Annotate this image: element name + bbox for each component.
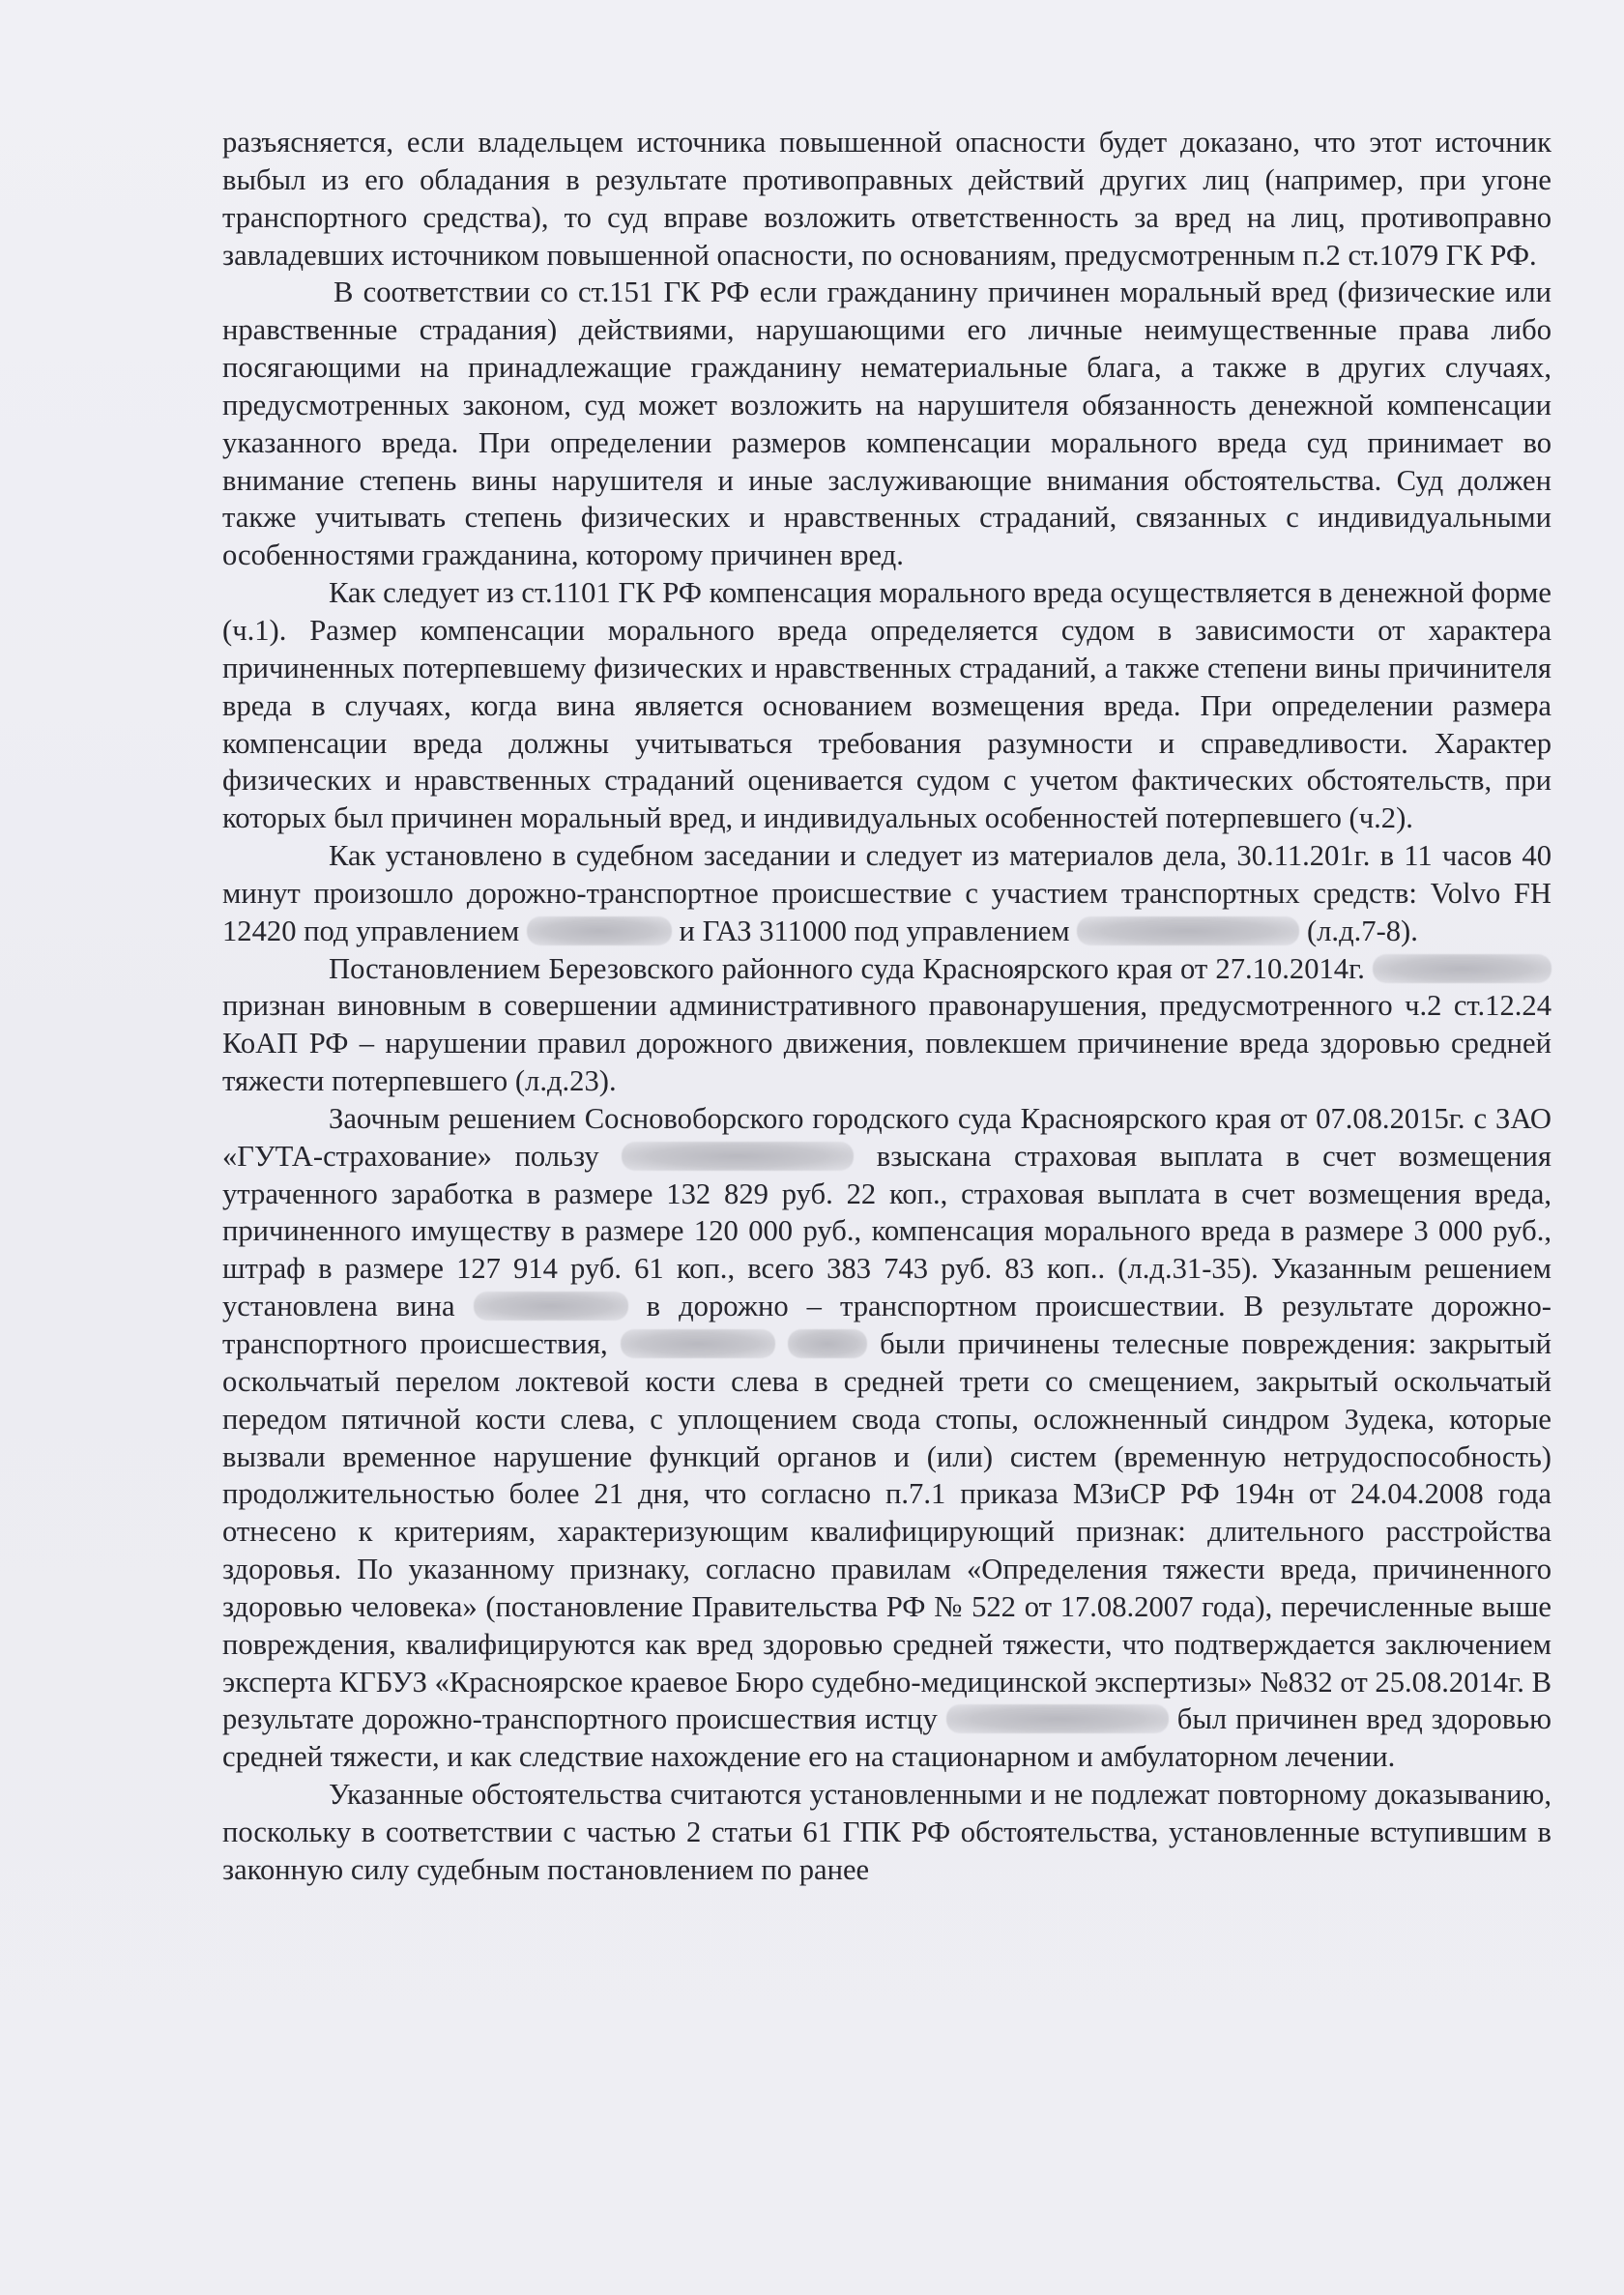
paragraph [222,574,1552,837]
text-segment: Как следует из ст.1101 ГК РФ компенсация морального вреда осуществляется в денежной форме (ч.1). Размер компенсации морального вреда определяется судом в зависимости от характера причиненных потерпевшему физических и нравственных страданий, а также степени вины причинителя вреда в случаях, когда вина является основанием возмещения вреда. При определении размера компенсации вреда должны учитываться требования разумности и справедливости. Характер физических и нравственных страданий оценивается судом с учетом фактических обстоятельств, при которых был причинен моральный вред, и индивидуальных особенностей потерпевшего (ч.2). [222,576,1552,835]
text-segment: был причинен вред здоровью средней тяжести, и как следствие нахождение его на стационарном и амбулаторном лечении. [222,1702,1552,1774]
redacted-name [527,916,672,945]
text-segment: Указанные обстоятельства считаются установленными и не подлежат повторному доказыванию, поскольку в соответствии с частью 2 статьи 61 ГПК РФ обстоятельства, установленные вступившим в законную силу судебным постановлением по ранее [222,1778,1552,1886]
redacted-name [1373,954,1552,983]
document-body [222,124,1552,1889]
paragraph [222,274,1552,574]
paragraph [222,1100,1552,1776]
text-segment: Постановлением Березовского районного суда Красноярского края от 27.10.2014г. [329,951,1373,985]
paragraph [222,837,1552,950]
text-segment [775,1327,788,1360]
paragraph [222,124,1552,274]
text-segment: были причинены телесные повреждения: закрытый оскольчатый перелом локтевой кости слева в средней трети со смещением, закрытый оскольчатый передом пятичной кости слева, с уплощением свода стопы, осложненный синдром Зудека, которые вызвали временное нарушение функций органов и (или) систем (временную нетрудоспособность) продолжительностью более 21 дня, что согласно п.7.1 приказа МЗиСР РФ 194н от 24.04.2008 года отнесено к критериям, характеризующим квалифицирующий признак: длительного расстройства здоровья. По указанному признаку, согласно правилам «Определения тяжести вреда, причиненного здоровью человека» (постановление Правительства РФ № 522 от 17.08.2007 года), перечисленные выше повреждения, квалифицируются как вред здоровью средней тяжести, что подтверждается заключением эксперта КГБУЗ «Красноярское краевое Бюро судебно-медицинской экспертизы» №832 от 25.08.2014г. В результате дорожно-транспортного происшествия истцу [222,1327,1552,1736]
text-segment: взыскана страховая выплата в счет возмещения утраченного заработка в размере 132 829 руб. 22 коп., страховая выплата в счет возмещения вреда, причиненного имуществу в размере 120 000 руб., компенсация морального вреда в размере 3 000 руб., штраф в размере 127 914 руб. 61 коп., всего 383 743 руб. 83 коп.. (л.д.31-35). Указанным решением установлена вина [222,1139,1552,1323]
redacted-name [946,1704,1169,1733]
text-segment: В соответствии со ст.151 ГК РФ если гражданину причинен моральный вред (физические или нравственные страдания) действиями, нарушающими его личные неимущественные права либо посягающими на принадлежащие гражданину нематериальные блага, а также в других случаях, предусмотренных законом, суд может возложить на нарушителя обязанность денежной компенсации указанного вреда. При определении размеров компенсации морального вреда суд принимает во внимание степень вины нарушителя и иные заслуживающие внимания обстоятельства. Суд должен также учитывать степень физических и нравственных страданий, связанных с индивидуальными особенностями гражданина, которому причинен вред. [222,276,1552,572]
text-segment: в дорожно – транспортном происшествии. В результате дорожно-транспортного происшествия, [222,1290,1552,1360]
text-segment: Заочным решением Сосновоборского городского суда Красноярского края от 07.08.2015г. с ЗАО «ГУТА-страхование» пользу [222,1101,1552,1173]
text-segment: разъясняется, если владельцем источника повышенной опасности будет доказано, что этот источник выбыл из его обладания в результате противоправных действий других лиц (например, при угоне транспортного средства), то суд вправе возложить ответственность за вред на лиц, противоправно завладевших источником повышенной опасности, по основаниям, предусмотренным п.2 ст.1079 ГК РФ. [222,126,1552,272]
redacted-name [621,1329,775,1358]
redacted-name [788,1329,867,1358]
text-segment: (л.д.7-8). [1299,914,1418,947]
paragraph [222,1776,1552,1889]
redacted-name [622,1142,854,1171]
text-segment: признан виновным в совершении административного правонарушения, предусмотренного ч.2 ст.12.24 КоАП РФ – нарушении правил дорожного движения, повлекшем причинение вреда здоровью средней тяжести потерпевшего (л.д.23). [222,989,1552,1098]
text-segment: и ГАЗ 311000 под управлением [671,914,1078,947]
redacted-name [474,1292,628,1321]
paragraph [222,950,1552,1100]
redacted-name [1077,916,1299,945]
text-segment: Как установлено в судебном заседании и следует из материалов дела, 30.11.201г. в 11 часов 40 минут произошло дорожно-транспортное происшествие с участием транспортных средств: Volvo FH 12420 под управлением [222,839,1552,947]
